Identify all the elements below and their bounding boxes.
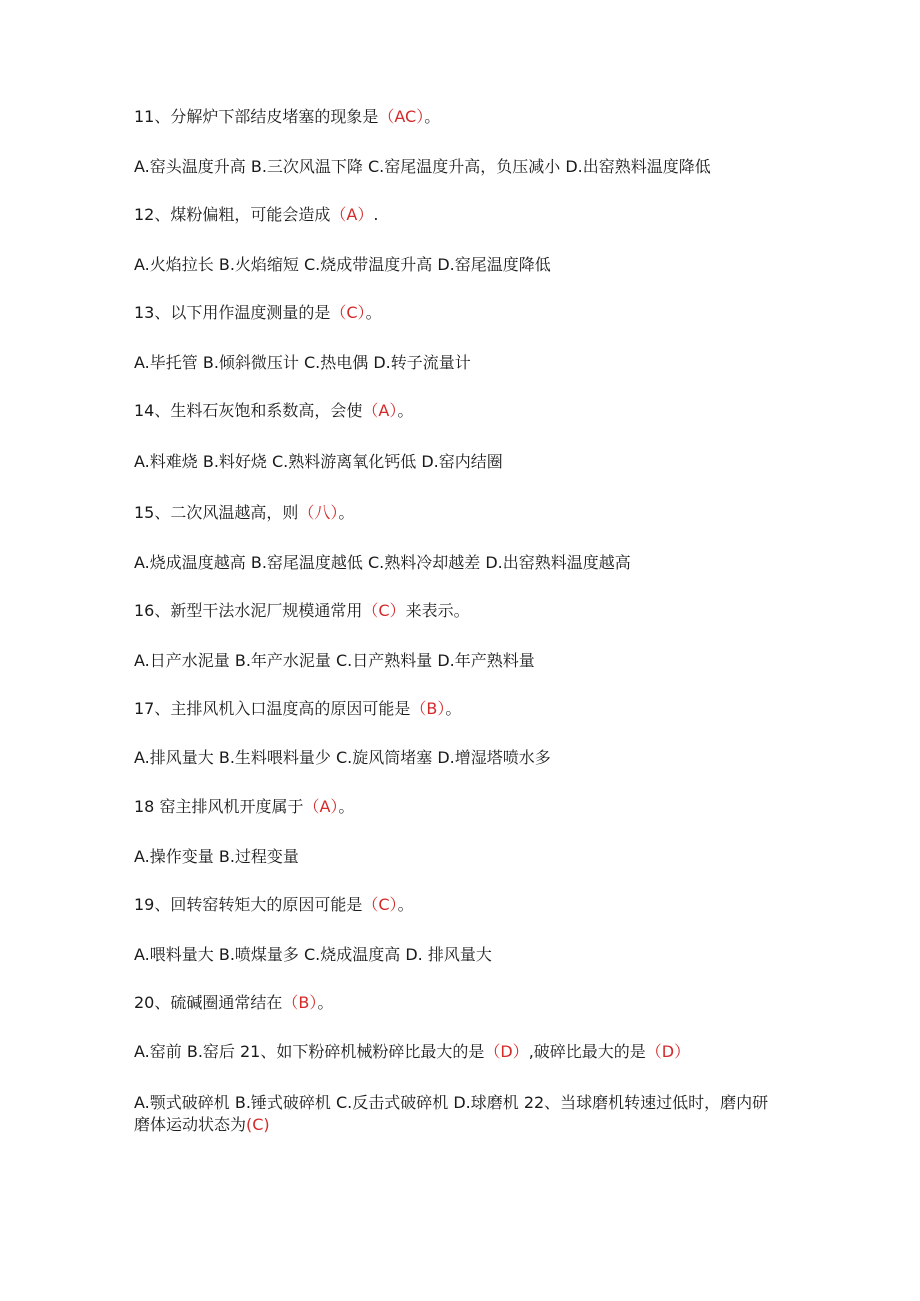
question-18 <box>134 796 774 818</box>
line-text: 11、分解炉下部结皮堵塞的现象是 <box>134 107 379 126</box>
answer: （A） <box>303 797 339 816</box>
line-text: A.烧成温度越高 B.窑尾温度越低 C.熟料冷却越差 D.出窑熟料温度越高 <box>134 553 631 572</box>
answer: （C） <box>362 895 398 914</box>
line-text: A.日产水泥量 B.年产水泥量 C.日产熟料量 D.年产熟料量 <box>134 651 535 670</box>
line-text: 15、二次风温越高，则 <box>134 503 299 522</box>
line-text-end: 。 <box>338 503 355 522</box>
line-text: A.颚式破碎机 B.锤式破碎机 C.反击式破碎机 D.球磨机 22、当球磨机转速过低时，磨内研磨体运动状态为 <box>134 1093 769 1134</box>
question-19 <box>134 894 774 916</box>
options-17 <box>134 747 774 769</box>
line-text-end: 。 <box>424 107 441 126</box>
line-text: A.喂料量大 B.喷煤量多 C.烧成温度高 D. 排风量大 <box>134 945 492 964</box>
options-18 <box>134 846 774 868</box>
answer: （A） <box>362 401 398 420</box>
answer: （B） <box>282 993 318 1012</box>
options-14 <box>134 451 774 473</box>
line-text-end: 。 <box>445 699 462 718</box>
line-text: 14、生料石灰饱和系数高，会使 <box>134 401 363 420</box>
line-text-end: 。 <box>317 993 334 1012</box>
answer: （B） <box>410 699 446 718</box>
line-text-end: 来表示。 <box>405 601 470 620</box>
question-14 <box>134 400 774 422</box>
line-text-end: 。 <box>365 303 382 322</box>
line-text: A.窑前 B.窑后 21、如下粉碎机械粉碎比最大的是 <box>134 1042 485 1061</box>
options-15 <box>134 552 774 574</box>
options-19 <box>134 944 774 966</box>
line-text: A.毕托管 B.倾斜微压计 C.热电偶 D.转子流量计 <box>134 353 471 372</box>
options-12 <box>134 254 774 276</box>
line-text: A.窑头温度升高 B.三次风温下降 C.窑尾温度升高，负压减小 D.出窑熟料温度降低 <box>134 157 711 176</box>
line-text: A.火焰拉长 B.火焰缩短 C.烧成带温度升高 D.窑尾温度降低 <box>134 255 551 274</box>
line-text-end: 。 <box>397 401 414 420</box>
options-11 <box>134 156 774 178</box>
answer: （A） <box>330 205 374 224</box>
question-16 <box>134 600 774 622</box>
line-text: A.操作变量 B.过程变量 <box>134 847 299 866</box>
question-13 <box>134 302 774 324</box>
question-11 <box>134 106 774 128</box>
question-15 <box>134 502 774 524</box>
question-20 <box>134 992 774 1014</box>
answer: （C） <box>362 601 406 620</box>
line-text: 16、新型干法水泥厂规模通常用 <box>134 601 363 620</box>
question-17 <box>134 698 774 720</box>
line-text-end: . <box>373 205 379 224</box>
line-text: 17、主排风机入口温度高的原因可能是 <box>134 699 411 718</box>
options-21-question-22 <box>134 1092 774 1136</box>
answer: （八） <box>298 503 339 522</box>
line-text-end: 。 <box>397 895 414 914</box>
answer: （AC） <box>378 107 425 126</box>
line-text-end: 。 <box>338 797 355 816</box>
options-16 <box>134 650 774 672</box>
answer-2: （D） <box>645 1042 691 1061</box>
line-text: A.排风量大 B.生料喂料量少 C.旋风筒堵塞 D.增湿塔喷水多 <box>134 748 551 767</box>
answer: （C） <box>330 303 366 322</box>
line-text-mid: ,破碎比最大的是 <box>528 1042 646 1061</box>
line-text: 19、回转窑转矩大的原因可能是 <box>134 895 363 914</box>
question-12 <box>134 204 774 226</box>
line-text: A.料难烧 B.料好烧 C.熟料游离氧化钙低 D.窑内结圈 <box>134 452 503 471</box>
options-20-question-21 <box>134 1041 774 1063</box>
answer: (C) <box>246 1115 270 1134</box>
answer: （D） <box>484 1042 529 1061</box>
line-text: 18 窑主排风机开度属于 <box>134 797 304 816</box>
options-13 <box>134 352 774 374</box>
line-text: 12、煤粉偏粗，可能会造成 <box>134 205 331 224</box>
line-text: 20、硫碱圈通常结在 <box>134 993 283 1012</box>
line-text: 13、以下用作温度测量的是 <box>134 303 331 322</box>
